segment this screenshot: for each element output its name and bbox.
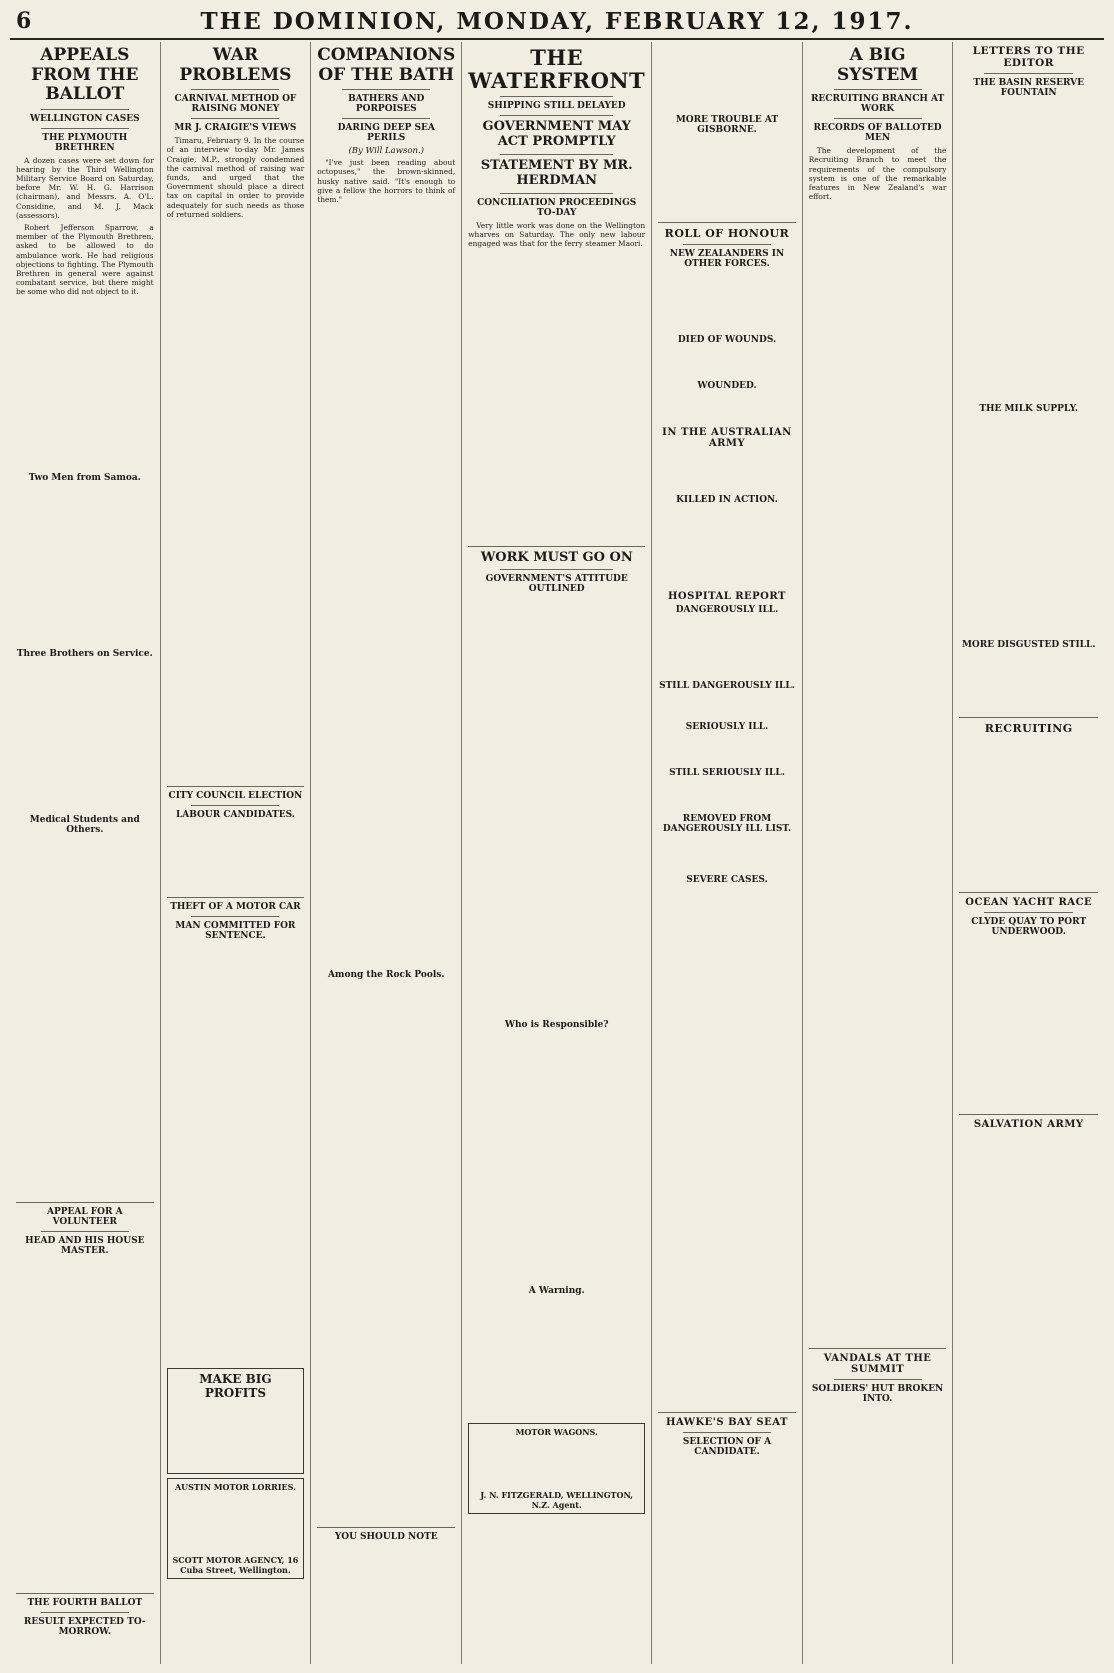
- subhead-plymouth: THE PLYMOUTH BRETHREN: [42, 132, 128, 153]
- page-number: 6: [16, 8, 32, 34]
- headline-volunteer: APPEAL FOR A VOLUNTEER: [46, 1206, 123, 1227]
- text-block: [658, 735, 796, 765]
- text-block: [317, 207, 455, 967]
- subhead-craigie: MR J. CRAIGIE'S VIEWS: [174, 123, 297, 134]
- column-5: [652, 42, 803, 1664]
- subhead-severe: SEVERE CASES.: [686, 875, 768, 885]
- subhead-still-dangerous: STILL DANGEROUSLY ILL.: [659, 681, 795, 691]
- masthead: [10, 6, 1104, 40]
- article-body: [468, 221, 645, 249]
- subhead-recruiting-branch: RECRUITING BRANCH AT WORK: [810, 94, 945, 115]
- text-block: [658, 618, 796, 678]
- ad-footer: SCOTT MOTOR AGENCY, 16 Cuba Street, Wellington.: [172, 1554, 299, 1575]
- ad-text: [171, 1400, 301, 1470]
- subhead-dangerous: DANGEROUSLY ILL.: [675, 605, 779, 615]
- headline-salvation: SALVATION ARMY: [973, 1119, 1084, 1130]
- headline-companions: COMPANIONS OF THE BATH: [317, 45, 456, 85]
- text-block: [167, 944, 305, 1364]
- headline-yacht: OCEAN YACHT RACE: [965, 897, 1093, 908]
- text-block: [16, 1259, 154, 1589]
- subhead-candidate: SELECTION OF A CANDIDATE.: [682, 1437, 772, 1457]
- ad-title: AUSTIN MOTOR LORRIES.: [174, 1481, 296, 1492]
- headline-appeals: APPEALS FROM THE BALLOT: [31, 45, 139, 105]
- paragraph: A dozen cases were set down for hearing by the Third Wellington Military Service Board on Saturday, before Mr. W. H. G. Harrison (chairman), and Messrs. A. O'L. Considine, and M. J. Mack (assessors).: [16, 155, 154, 220]
- headline-hawkes-bay: HAWKE'S BAY SEAT: [666, 1417, 788, 1428]
- subhead-other-forces: NEW ZEALANDERS IN OTHER FORCES.: [669, 249, 785, 269]
- text-block: [468, 1033, 645, 1283]
- ad-title: MAKE BIG PROFITS: [199, 1371, 272, 1400]
- headline-theft: THEFT OF A MOTOR CAR: [170, 901, 301, 912]
- headline-big-system: A BIG SYSTEM: [837, 45, 919, 85]
- headline-war-problems: WAR PROBLEMS: [179, 45, 292, 85]
- text-block: [167, 823, 305, 893]
- text-block: [959, 101, 1098, 401]
- article-body: [16, 156, 154, 297]
- subhead-responsible: Who is Responsible?: [504, 1020, 609, 1031]
- text-block: [959, 653, 1098, 713]
- subhead-still-seriously: STILL SERIOUSLY ILL.: [669, 768, 785, 778]
- paragraph: Timaru, February 9. In the course of an interview to-day Mr. James Craigie, M.P., strongly condemned the carnival method of raising war funds, and urged that the Government should place a direct tax on capital in order to provide adequately for such needs as those of returned soldiers.: [166, 136, 305, 219]
- subhead-disgusted: MORE DISGUSTED STILL.: [961, 640, 1096, 650]
- subhead-shipping: SHIPPING STILL DELAYED: [487, 101, 626, 112]
- subhead-records: RECORDS OF BALLOTED MEN: [813, 123, 942, 144]
- subhead-died: DIED OF WOUNDS.: [677, 335, 777, 345]
- text-block: [16, 486, 154, 646]
- subhead-three-brothers: Three Brothers on Service.: [16, 648, 153, 659]
- text-block: [658, 837, 796, 872]
- text-block: [658, 508, 796, 588]
- text-block: [16, 662, 154, 812]
- text-block: [658, 348, 796, 378]
- article-body: [167, 136, 305, 219]
- headline-city-council: CITY COUNCIL ELECTION: [168, 790, 303, 801]
- text-block: [658, 42, 796, 112]
- paragraph: Very little work was done on the Wellington wharves on Saturday. The only new labour engaged was that for the ferry steamer Maori.: [468, 220, 646, 249]
- text-block: [658, 138, 796, 218]
- column-4: [462, 42, 652, 1664]
- subhead-conciliation: CONCILIATION PROCEEDINGS TO-DAY: [477, 197, 637, 218]
- text-block: [658, 272, 796, 332]
- advertisement: [167, 1478, 305, 1579]
- column-7: [953, 42, 1104, 1664]
- headline-statement: STATEMENT BY MR. HERDMAN: [480, 158, 633, 188]
- text-block: [468, 597, 645, 1017]
- subhead-perils: DARING DEEP SEA PERILS: [337, 123, 435, 144]
- notice-heading: YOU SHOULD NOTE: [334, 1532, 438, 1543]
- text-block: [959, 417, 1098, 637]
- text-block: [959, 738, 1098, 888]
- subhead-wellington-cases: WELLINGTON CASES: [29, 113, 140, 124]
- subhead-carnival: CARNIVAL METHOD OF RAISING MONEY: [174, 94, 297, 115]
- paragraph: The development of the Recruiting Branch to meet the requirements of the compulsory system is one of the remarkable features in New Zealand's war effort.: [808, 146, 947, 202]
- paragraph: "I've just been reading about octopuses," the brown-skinned, husky native said. "It's enough to give a fellow the horrors to think of them.": [317, 158, 456, 204]
- subhead-seriously-ill: SERIOUSLY ILL.: [685, 722, 769, 732]
- headline-recruiting: RECRUITING: [984, 722, 1073, 735]
- column-1: [10, 42, 161, 1664]
- subhead-hut: SOLDIERS' HUT BROKEN INTO.: [811, 1384, 944, 1405]
- subhead-gisborne: MORE TROUBLE AT GISBORNE.: [675, 115, 779, 135]
- ad-text: [472, 1437, 641, 1487]
- subhead-labour: LABOUR CANDIDATES.: [175, 809, 295, 820]
- text-block: [658, 781, 796, 811]
- article-body: [809, 146, 947, 201]
- subhead-committed: MAN COMMITTED FOR SENTENCE.: [175, 920, 296, 941]
- text-block: [16, 838, 154, 1198]
- text-block: [658, 452, 796, 492]
- subhead-milk: THE MILK SUPPLY.: [979, 404, 1079, 414]
- headline-australian: IN THE AUSTRALIAN ARMY: [662, 427, 792, 449]
- text-block: [468, 1299, 645, 1419]
- subhead-clyde-quay: CLYDE QUAY TO PORT UNDERWOOD.: [971, 917, 1087, 937]
- subhead-fountain: THE BASIN RESERVE FOUNTAIN: [973, 78, 1084, 98]
- subhead-result: RESULT EXPECTED TO-MORROW.: [23, 1616, 146, 1637]
- subhead-wounded: WOUNDED.: [697, 381, 757, 391]
- subhead-killed: KILLED IN ACTION.: [676, 495, 778, 505]
- text-block: [809, 204, 947, 1344]
- text-block: [959, 940, 1098, 1110]
- subhead-rock-pools: Among the Rock Pools.: [327, 970, 445, 981]
- advertisement: [468, 1423, 645, 1514]
- headline-work: WORK MUST GO ON: [480, 549, 633, 565]
- text-block: [468, 252, 645, 542]
- column-6: [803, 42, 954, 1664]
- ad-footer: J. N. FITZGERALD, WELLINGTON, N.Z. Agent.: [480, 1490, 634, 1511]
- text-block: [317, 983, 455, 1523]
- subhead-medical: Medical Students and Others.: [29, 814, 140, 835]
- headline-roll-of-honour: ROLL OF HONOUR: [664, 227, 790, 240]
- ad-title: MOTOR WAGONS.: [515, 1427, 598, 1438]
- subhead-headmaster: HEAD AND HIS HOUSE MASTER.: [25, 1235, 145, 1256]
- column-3: [311, 42, 462, 1664]
- text-block: [167, 222, 305, 782]
- advertisement: [167, 1368, 305, 1474]
- headline-vandals: VANDALS AT THE SUMMIT: [823, 1353, 932, 1376]
- text-block: [658, 694, 796, 719]
- page-title: THE DOMINION, MONDAY, FEBRUARY 12, 1917.: [200, 8, 914, 35]
- subhead-two-men: Two Men from Samoa.: [28, 472, 141, 483]
- columns: [10, 42, 1104, 1664]
- article-body: [317, 158, 455, 204]
- text-block: [16, 300, 154, 470]
- ad-text: [171, 1492, 301, 1552]
- subhead-warning: A Warning.: [528, 1286, 585, 1297]
- text-block: [658, 394, 796, 424]
- byline: (By Will Lawson.): [348, 146, 424, 157]
- subhead-bathers: BATHERS AND PORPOISES: [348, 94, 425, 115]
- paragraph: Robert Jefferson Sparrow, a member of the Plymouth Brethren, asked to be allowed to do ambulance work. He had religious objections to fighting. The Plymouth Brethren in general were against combatant service, but there might be some who did not object to it.: [16, 223, 154, 297]
- text-block: [959, 1133, 1098, 1333]
- column-2: [161, 42, 312, 1664]
- headline-waterfront: THE WATERFRONT: [468, 45, 646, 94]
- text-block: [658, 888, 796, 1408]
- subhead-removed: REMOVED FROM DANGEROUSLY ILL LIST.: [662, 814, 792, 834]
- subhead-attitude: GOVERNMENT'S ATTITUDE OUTLINED: [485, 574, 628, 595]
- headline-letters: LETTERS TO THE EDITOR: [972, 45, 1085, 69]
- headline-government: GOVERNMENT MAY ACT PROMPTLY: [482, 119, 631, 150]
- headline-fourth-ballot: THE FOURTH BALLOT: [27, 1597, 143, 1608]
- headline-hospital: HOSPITAL REPORT: [667, 591, 786, 602]
